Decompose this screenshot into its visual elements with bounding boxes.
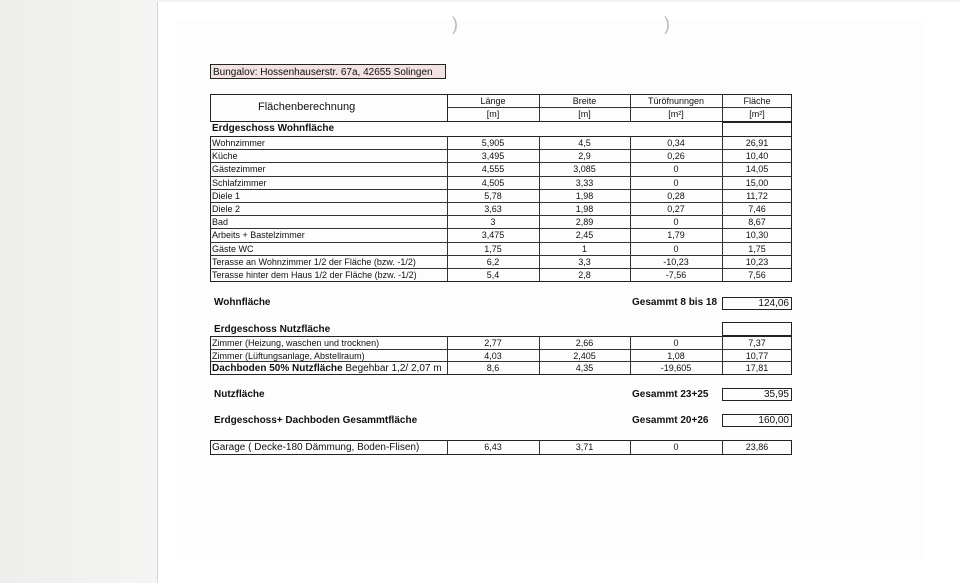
gesamt-label: Erdgeschoss+ Dachboden Gesammtfläche <box>214 415 418 426</box>
cell-breite: 3,085 <box>573 164 596 175</box>
room-name: Zimmer (Lüftungsanlage, Abstellraum) <box>212 350 365 361</box>
cell-tuer: 1,08 <box>667 350 685 361</box>
cell-laenge: 3,495 <box>481 151 505 162</box>
cell-flaeche: 8,67 <box>748 217 766 228</box>
cell-flaeche: 10,40 <box>745 151 769 162</box>
table-title: Flächenberechnung <box>258 101 356 113</box>
cell-tuer: 0 <box>673 217 679 228</box>
cell-laenge: 5,78 <box>484 190 502 201</box>
scan-artifact-2: ) <box>664 14 670 34</box>
cell-tuer: 0 <box>673 164 679 175</box>
room-name-rest: Begehbar 1,2/ 2,07 m <box>342 363 442 374</box>
cell-flaeche: 26,91 <box>745 138 769 148</box>
cell-tuer: 0,34 <box>667 138 685 148</box>
room-name: Gästezimmer <box>212 164 266 175</box>
room-name: Arbeits + Bastelzimmer <box>212 230 305 241</box>
cell-tuer: 0,28 <box>667 190 685 201</box>
cell-flaeche: 1,75 <box>748 243 766 254</box>
wohn-empty-cell <box>722 122 792 137</box>
nutz-total-ref: Gesammt 23+25 <box>632 389 709 400</box>
nutz-empty-cell <box>722 322 792 336</box>
cell-flaeche: 11,72 <box>746 190 768 201</box>
cell-tuer: 0 <box>673 243 679 254</box>
cell-breite: 1,98 <box>575 204 594 214</box>
cell-tuer: -19,605 <box>660 363 692 373</box>
cell-flaeche: 7,46 <box>748 204 766 214</box>
col-header-tuer: Türöfnunngen <box>647 96 705 106</box>
section-wohn-label: Erdgeschoss Wohnfläche <box>212 123 335 134</box>
cell-tuer: 0,26 <box>667 151 685 162</box>
room-name: Terasse an Wohnzimmer 1/2 der Fläche (bzw. -1/2) <box>212 256 416 267</box>
cell-flaeche: 7,56 <box>748 270 766 280</box>
room-name: Bad <box>212 217 229 228</box>
cell-tuer: 0,27 <box>667 204 685 214</box>
room-name: Terasse hinter dem Haus 1/2 der Fläche (bzw. -1/2) <box>212 270 417 280</box>
col-header-flaeche: Fläche <box>743 96 771 106</box>
col-header-breite: Breite <box>572 96 597 106</box>
gesamt-ref: Gesammt 20+26 <box>632 415 709 426</box>
room-name: Zimmer (Heizung, waschen und trocknen) <box>212 338 380 348</box>
cell-flaeche: 10,30 <box>745 230 769 241</box>
cell-breite: 4,35 <box>575 363 594 373</box>
cell-breite: 2,66 <box>575 338 594 348</box>
wohn-total-label: Wohnfläche <box>214 297 271 308</box>
cell-breite: 2,405 <box>573 350 596 361</box>
cell-flaeche: 17,81 <box>745 363 769 373</box>
room-name <box>212 362 446 375</box>
cell-breite: 2,45 <box>575 230 594 241</box>
cell-flaeche: 14,05 <box>745 164 769 175</box>
room-name: Schlafzimmer <box>212 177 267 188</box>
cell-flaeche: 10,23 <box>745 256 769 267</box>
cell-breite: 2,8 <box>578 270 591 280</box>
cell-laenge: 3 <box>490 217 496 228</box>
cell-laenge: 3,63 <box>484 204 502 214</box>
wohn-total-ref: Gesammt 8 bis 18 <box>632 297 718 308</box>
cell-laenge: 4,505 <box>481 177 505 188</box>
cell-breite: 3,33 <box>575 177 594 188</box>
cell-breite: 1 <box>581 243 587 254</box>
col-header-laenge: Länge <box>480 96 506 106</box>
cell-laenge: 6,2 <box>486 256 500 267</box>
room-name: Diele 1 <box>212 190 241 201</box>
gesamt-value: 160,00 <box>722 414 792 427</box>
cell-laenge: 4,555 <box>481 164 505 175</box>
cell-flaeche: 15,00 <box>745 177 769 188</box>
garage-name: Garage ( Decke-180 Dämmung, Boden-Flisen) <box>212 442 420 453</box>
cell-breite: 4,5 <box>578 138 591 148</box>
cell-laenge: 2,77 <box>484 338 502 348</box>
col-unit-breite: [m] <box>578 109 591 119</box>
cell-flaeche: 7,37 <box>748 338 766 348</box>
cell-breite: 1,98 <box>575 190 594 201</box>
garage-breite: 3,71 <box>575 442 594 452</box>
col-unit-flaeche: [m²] <box>749 109 765 119</box>
cell-tuer: -7,56 <box>665 270 687 280</box>
cell-laenge: 1,75 <box>484 243 502 254</box>
cell-tuer: 0 <box>673 177 679 188</box>
document-title: Bungalov: Hossenhauserstr. 67a, 42655 Solingen <box>210 64 446 79</box>
wohn-total-value: 124,06 <box>722 297 792 310</box>
scanner-margin <box>0 0 158 583</box>
cell-laenge: 5,4 <box>486 270 500 280</box>
cell-laenge: 8,6 <box>486 363 500 373</box>
cell-breite: 3,3 <box>578 256 591 267</box>
col-unit-tuer: [m²] <box>668 109 684 119</box>
room-name: Wohnzimmer <box>212 138 265 148</box>
nutz-total-label: Nutzfläche <box>214 389 265 400</box>
room-name-bold: Dachboden 50% Nutzfläche <box>212 363 343 374</box>
cell-breite: 2,89 <box>575 217 594 228</box>
room-name: Diele 2 <box>212 204 241 214</box>
garage-tuer: 0 <box>673 442 679 452</box>
section-nutz-label: Erdgeschoss Nutzfläche <box>214 324 331 335</box>
cell-laenge: 5,905 <box>481 138 505 148</box>
cell-breite: 2,9 <box>578 151 591 162</box>
scan-artifact: ) <box>452 14 458 34</box>
cell-tuer: 1,79 <box>667 230 685 241</box>
garage-flaeche: 23,86 <box>745 442 769 452</box>
cell-flaeche: 10,77 <box>745 350 769 361</box>
col-unit-laenge: [m] <box>486 109 500 119</box>
cell-laenge: 4,03 <box>484 350 502 361</box>
cell-laenge: 3,475 <box>481 230 505 241</box>
room-name: Gäste WC <box>212 243 254 254</box>
room-name: Küche <box>212 151 238 162</box>
scanned-page <box>157 2 960 583</box>
cell-tuer: -10,23 <box>663 256 689 267</box>
cell-tuer: 0 <box>673 338 679 348</box>
garage-laenge: 6,43 <box>484 442 502 452</box>
nutz-total-value: 35,95 <box>722 388 792 401</box>
